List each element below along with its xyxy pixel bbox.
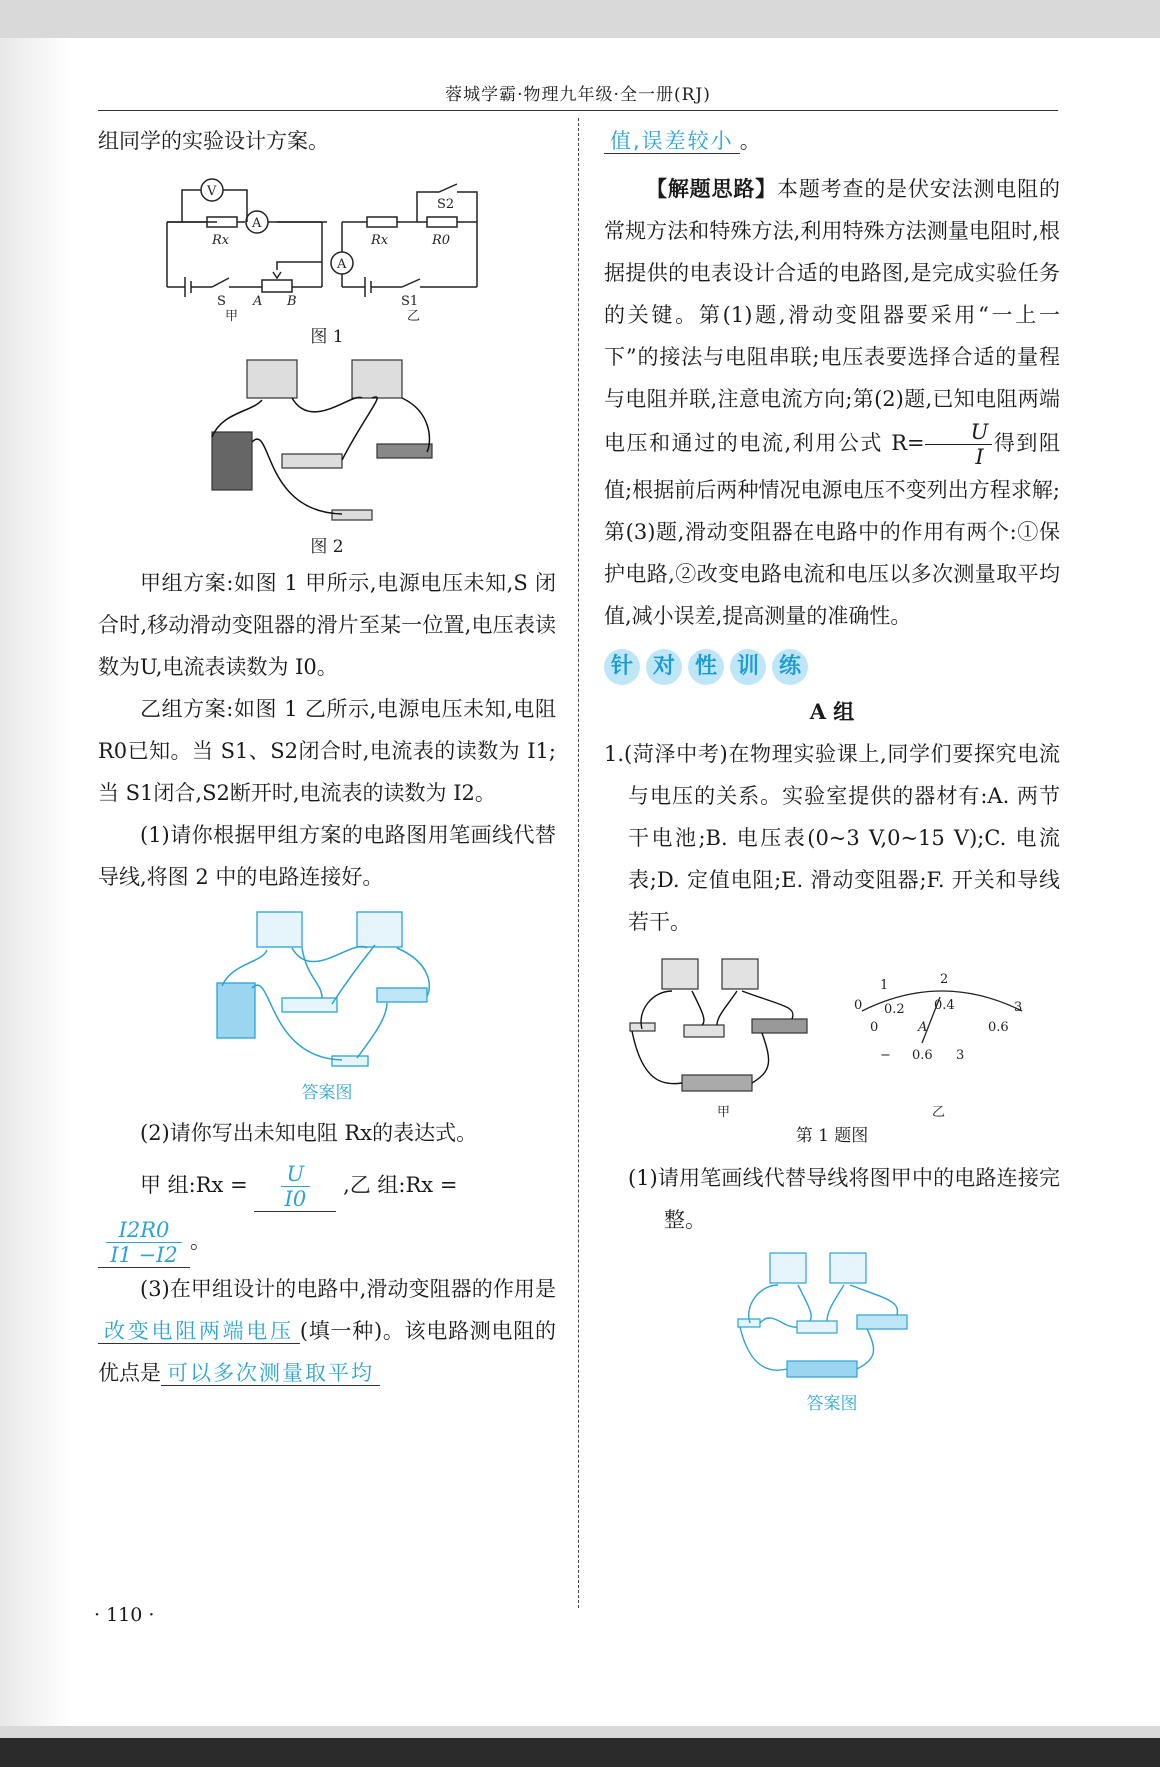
- analysis-part-2: 得到阻值;根据前后两种情况电源电压不变列出方程求解;第(3)题,滑动变阻器在电路中的作用有两个:①保护电路,②改变电路电流和电压以多次测量取平均值,减小误差,提高测量的准确性。: [604, 431, 1060, 628]
- banner-char-1: 针: [604, 649, 640, 685]
- answer-figure-right: [732, 1249, 932, 1389]
- meter-minus-terminal: −: [880, 1048, 891, 1063]
- answer-figure-left: [212, 908, 442, 1078]
- q2-jia-answer-blank: [254, 1162, 336, 1212]
- header-rule: [98, 110, 1058, 111]
- figure-1-caption: 图 1: [310, 327, 344, 347]
- circuit-yi-label: 乙: [407, 309, 421, 322]
- answer-figure-left-caption: 答案图: [301, 1083, 353, 1103]
- q2-jia-prefix: 甲 组:Rx =: [140, 1173, 248, 1197]
- q3-answer-2: 可以多次测量取平均: [161, 1361, 380, 1386]
- q3-answer-1: 改变电阻两端电压: [98, 1319, 300, 1344]
- circuit-jia-label: 甲: [225, 309, 239, 322]
- meter-small-0: 0: [870, 1020, 879, 1035]
- page-number: · 110 ·: [94, 1604, 155, 1626]
- meter-small-02: 0.2: [884, 1002, 905, 1017]
- q2-yi-prefix: ,乙 组:Rx =: [343, 1173, 458, 1197]
- q2-yi-numerator: I2R0: [106, 1218, 182, 1243]
- meter-tick-1: 1: [880, 978, 889, 993]
- yi-plan-text: 乙组方案:如图 1 乙所示,电源电压未知,电阻 R0已知。当 S1、S2闭合时,电流表的读数为 I1;当 S1闭合,S2断开时,电流表的读数为 I2。: [98, 697, 556, 805]
- question-1-figure: [622, 951, 1042, 1121]
- question-1-sub-1: (1)请用笔画线代替导线将图甲中的电路连接完整。: [628, 1166, 1060, 1232]
- answer-figure-right-caption: 答案图: [806, 1394, 858, 1414]
- rx-label-yi: Rx: [371, 233, 389, 248]
- right-column: [604, 120, 1060, 1419]
- meter-small-04: 0.4: [934, 998, 955, 1013]
- switch-s-label: S: [217, 294, 226, 309]
- question-3-text: [98, 1268, 556, 1394]
- switch-s2-label: S2: [437, 197, 455, 212]
- q2-jia-answer-fraction: [281, 1162, 311, 1211]
- formula-fraction: [925, 420, 993, 469]
- banner-char-4: 训: [730, 649, 766, 685]
- slider-b-label: B: [287, 294, 297, 309]
- ammeter-label-yi: A: [337, 257, 347, 272]
- answer-continuation-text: 值,误差较小: [604, 129, 740, 154]
- formula-denominator: I: [975, 445, 984, 469]
- analysis-paragraph: [604, 168, 1060, 637]
- switch-s1-label: S1: [401, 294, 419, 309]
- figure-yi-label: 乙: [932, 1105, 946, 1120]
- analysis-label: 【解题思路】: [646, 176, 777, 201]
- question-1-right: 1.(菏泽中考)在物理实验课上,同学们要探究电流与电压的关系。实验室提供的器材有:A. 两节干电池;B. 电压表(0~3 V,0~15 V);C. 电流表;D. 定值电阻;E. 滑动变阻器;F. 开关和导线若干。: [604, 742, 1060, 934]
- q3-part-a: (3)在甲组设计的电路中,滑动变阻器的作用是: [140, 1277, 556, 1301]
- jia-plan-text: 甲组方案:如图 1 甲所示,电源电压未知,S 闭合时,移动滑动变阻器的滑片至某一位置,电压表读数为U,电流表读数为 I0。: [98, 571, 556, 679]
- banner-char-2: 对: [646, 649, 682, 685]
- slider-a-label: A: [253, 294, 263, 309]
- q3-part-b: (填一种)。该电路测电阻的优点是: [98, 1319, 556, 1385]
- q2-yi-answer-fraction: [106, 1218, 182, 1267]
- meter-tick-3: 3: [1014, 1000, 1023, 1015]
- question-2-text: (2)请你写出未知电阻 Rx的表达式。: [140, 1121, 478, 1145]
- r0-label: R0: [432, 233, 451, 248]
- q2-jia-denominator: I0: [284, 1187, 307, 1211]
- group-heading: A 组: [809, 699, 855, 724]
- column-divider: [578, 118, 579, 1608]
- meter-06-terminal: 0.6: [912, 1048, 933, 1063]
- figure-1-circuits: [147, 172, 507, 322]
- banner-char-3: 性: [688, 649, 724, 685]
- answer-continuation: 值,误差较小 。: [604, 120, 1060, 162]
- question-2-yi-answer-line: $\frac{I2R0}{I1 -I2}$ 。: [98, 1218, 556, 1268]
- formula-numerator: U: [925, 420, 993, 445]
- analysis-part-1: 本题考查的是伏安法测电阻的常规方法和特殊方法,利用特殊方法测量电阻时,根据提供的电表设计合适的电路图,是完成实验任务的关键。第(1)题,滑动变阻器要采用“一上一下”的接法与电阻串联;电压表要选择合适的量程与电阻并联,注意电流方向;第(2)题,已知电阻两端电压和通过的电流,利用公式 R=: [604, 177, 1060, 455]
- meter-small-06: 0.6: [988, 1020, 1009, 1035]
- question-1-left: (1)请你根据甲组方案的电路图用笔画线代替导线,将图 2 中的电路连接好。: [98, 823, 556, 889]
- meter-tick-0: 0: [854, 998, 863, 1013]
- running-header: 蓉城学霸·物理九年级·全一册(RJ): [445, 85, 711, 105]
- meter-tick-2: 2: [940, 972, 949, 987]
- figure-2-caption: 图 2: [310, 537, 344, 557]
- viewer-bottom-bar: [0, 1738, 1160, 1767]
- banner-char-5: 练: [772, 649, 808, 685]
- book-spine-shadow: [0, 38, 70, 1726]
- q2-yi-answer-blank: [98, 1218, 190, 1268]
- figure-2-apparatus: [192, 352, 462, 532]
- question-1-figure-caption: 第 1 题图: [795, 1126, 869, 1146]
- meter-3-terminal: 3: [956, 1048, 965, 1063]
- rx-label-jia: Rx: [212, 233, 230, 248]
- ammeter-label: A: [252, 216, 262, 231]
- figure-jia-label: 甲: [717, 1105, 731, 1120]
- left-column: [98, 120, 556, 1394]
- voltmeter-label: V: [207, 184, 217, 199]
- question-2-answers: [98, 1162, 556, 1212]
- section-banner: [604, 649, 1060, 685]
- intro-text: 组同学的实验设计方案。: [98, 129, 329, 153]
- q2-yi-denominator: I1 −I2: [110, 1243, 178, 1267]
- meter-unit: A: [918, 1020, 928, 1035]
- q2-jia-numerator: U: [281, 1162, 311, 1187]
